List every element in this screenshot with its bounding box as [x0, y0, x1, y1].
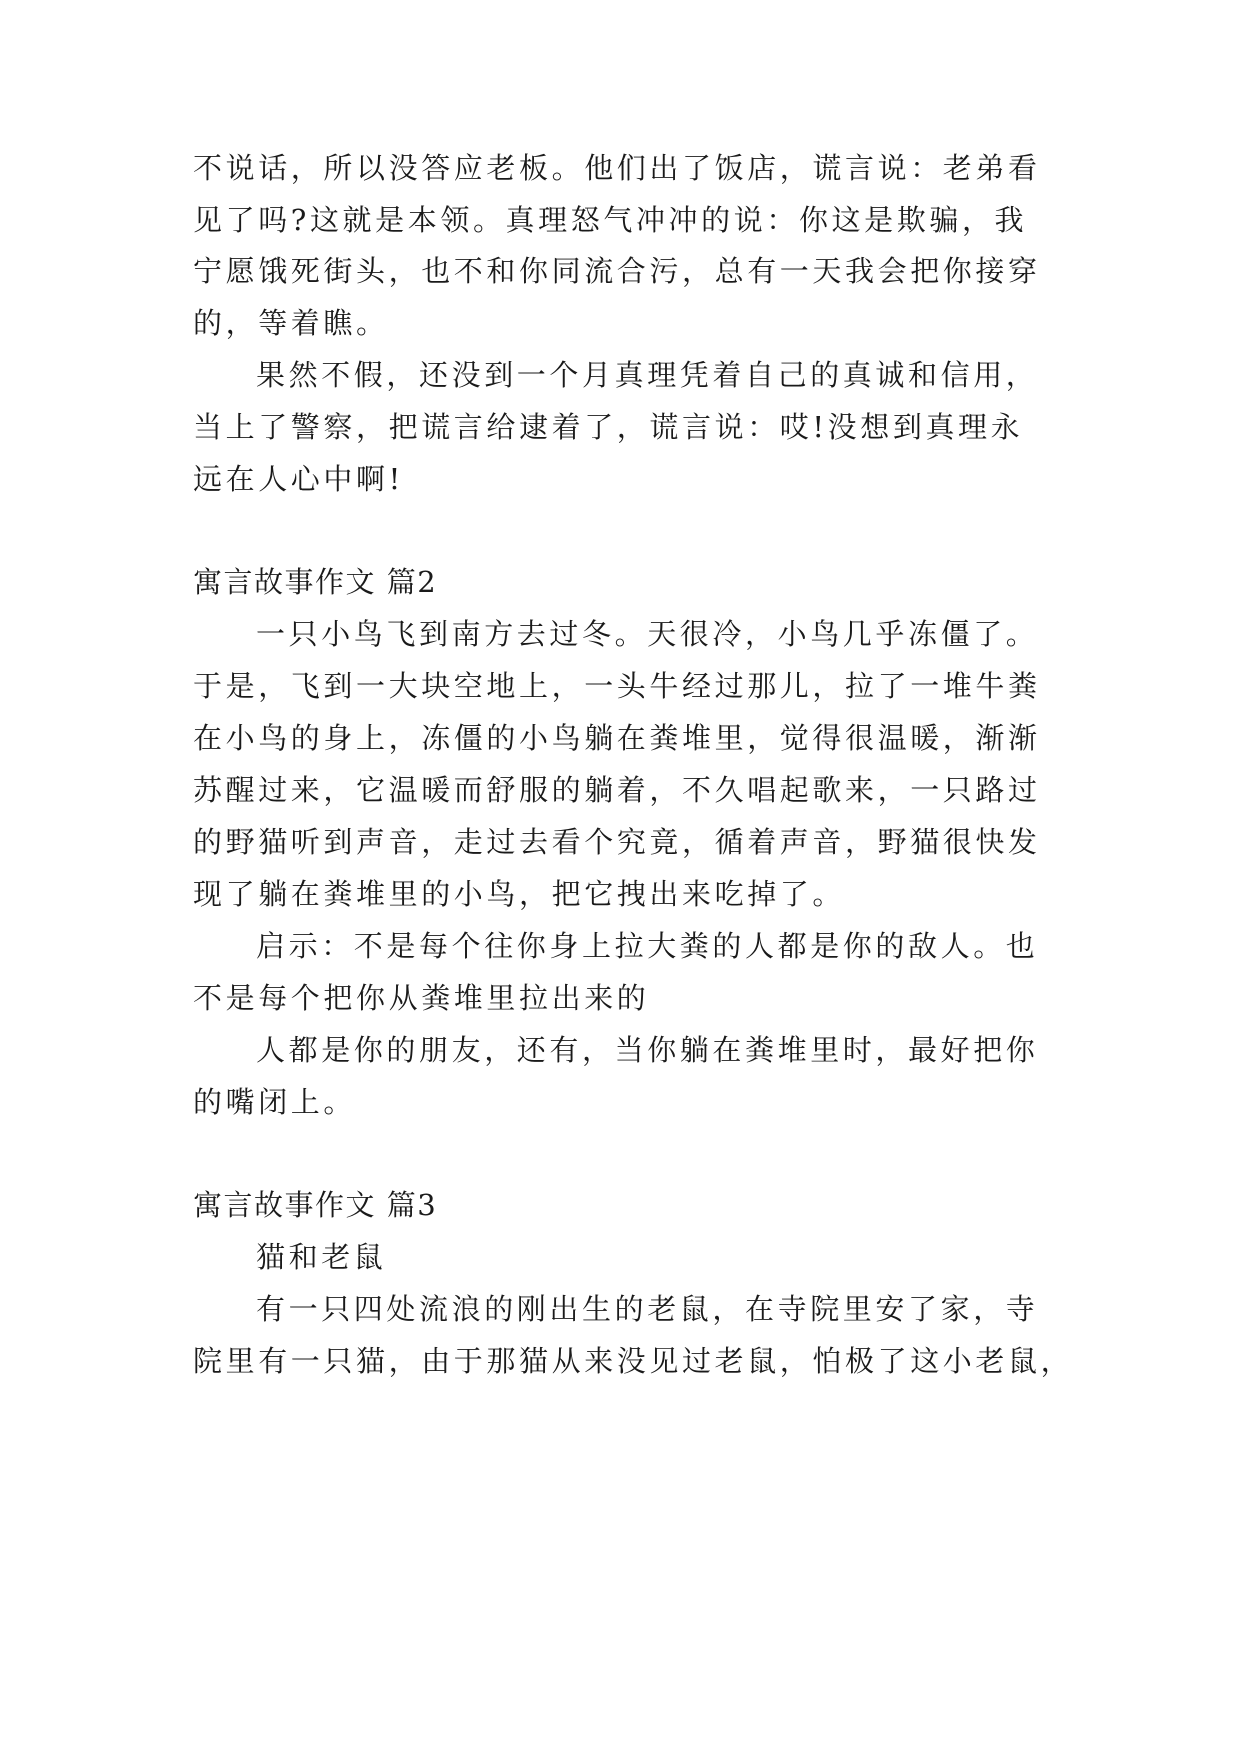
paragraph-line: 院里有一只猫，由于那猫从来没见过老鼠，怕极了这小老鼠，	[193, 1344, 1074, 1378]
paragraph-line: 现了躺在粪堆里的小鸟，把它拽出来吃掉了。	[193, 877, 846, 911]
paragraph-line: 宁愿饿死街头，也不和你同流合污，总有一天我会把你接穿	[193, 254, 1041, 288]
paragraph-line: 不是每个把你从粪堆里拉出来的	[193, 981, 650, 1015]
paragraph-line: 当上了警察，把谎言给逮着了，谎言说：哎!没想到真理永	[193, 410, 1024, 444]
paragraph-line: 于是，飞到一大块空地上，一头牛经过那儿，拉了一堆牛粪	[193, 669, 1041, 703]
paragraph-line: 人都是你的朋友，还有，当你躺在粪堆里时，最好把你	[256, 1033, 1039, 1067]
paragraph-line: 一只小鸟飞到南方去过冬。天很冷，小鸟几乎冻僵了。	[256, 617, 1039, 651]
section-heading: 寓言故事作文 篇2	[193, 565, 438, 599]
paragraph-line: 的嘴闭上。	[193, 1085, 357, 1119]
paragraph-line: 果然不假，还没到一个月真理凭着自己的真诚和信用，	[256, 358, 1039, 392]
paragraph-line: 见了吗?这就是本领。真理怒气冲冲的说：你这是欺骗，我	[193, 203, 1028, 237]
story-title: 猫和老鼠	[256, 1240, 387, 1274]
paragraph-line: 远在人心中啊!	[193, 462, 404, 496]
paragraph-line: 启示：不是每个往你身上拉大粪的人都是你的敌人。也	[256, 929, 1039, 963]
section-heading: 寓言故事作文 篇3	[193, 1188, 438, 1222]
paragraph-line: 有一只四处流浪的刚出生的老鼠，在寺院里安了家，寺	[256, 1292, 1039, 1326]
paragraph-line: 苏醒过来，它温暖而舒服的躺着，不久唱起歌来，一只路过	[193, 773, 1041, 807]
paragraph-line: 在小鸟的身上，冻僵的小鸟躺在粪堆里，觉得很温暖，渐渐	[193, 721, 1041, 755]
paragraph-line: 不说话，所以没答应老板。他们出了饭店，谎言说：老弟看	[193, 151, 1041, 185]
paragraph-line: 的野猫听到声音，走过去看个究竟，循着声音，野猫很快发	[193, 825, 1041, 859]
paragraph-line: 的，等着瞧。	[193, 306, 389, 340]
